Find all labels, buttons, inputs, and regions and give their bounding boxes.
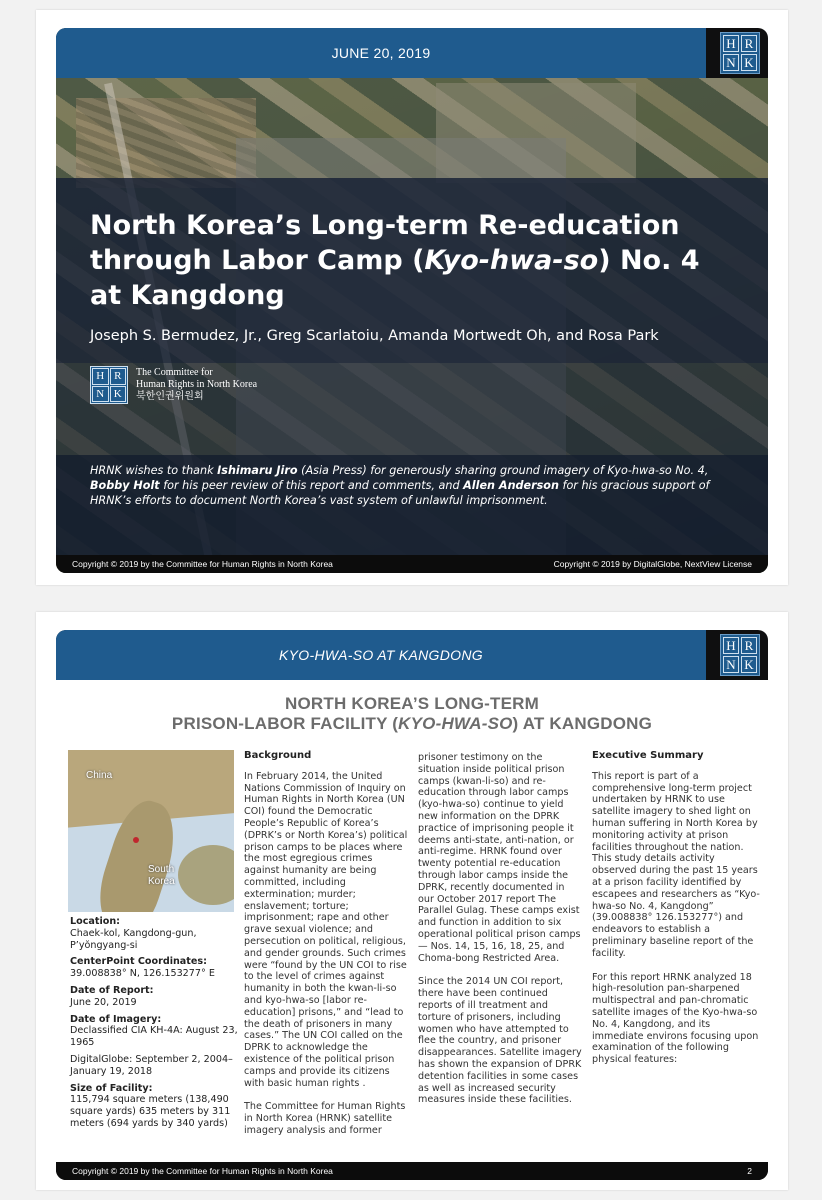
meta-value: Chaek-kol, Kangdong-gun, P’yŏngyang-si	[70, 927, 197, 951]
title-line: ) AT KANGDONG	[512, 714, 653, 733]
title-line: ) No. 4	[598, 245, 700, 276]
thanks-text: (Asia Press) for generously sharing ground imagery of Kyo-hwa-so No. 4,	[297, 464, 709, 477]
page-1	[36, 10, 788, 585]
org-line-korean: 북한인권위원회	[136, 391, 204, 402]
thanks-name: Allen Anderson	[463, 479, 559, 492]
page-frame	[56, 630, 768, 1180]
meta-label: Location:	[70, 916, 120, 927]
page-2	[36, 612, 788, 1190]
title-panel	[56, 178, 768, 363]
logo-letter: N	[723, 54, 739, 71]
page-title	[56, 694, 768, 734]
title-line: at Kangdong	[90, 280, 285, 311]
title-line: through Labor Camp (	[90, 245, 425, 276]
thanks-name: Bobby Holt	[90, 479, 160, 492]
copyright-left: Copyright © 2019 by the Committee for Human Rights in North Korea	[72, 1166, 333, 1176]
acknowledgements	[56, 455, 768, 555]
thanks-text: for his peer review of this report and comments, and	[159, 479, 464, 492]
page-header	[56, 630, 768, 680]
authors: Joseph S. Bermudez, Jr., Greg Scarlatoiu, Amanda Mortwedt Oh, and Rosa Park	[90, 328, 659, 344]
location-marker-icon	[133, 837, 139, 843]
title-line: NORTH KOREA’S LONG-TERM	[285, 694, 539, 713]
meta-label: Date of Report:	[70, 984, 154, 996]
org-block	[90, 366, 257, 404]
title-line: North Korea’s Long-term Re-education	[90, 210, 680, 241]
cover-footer	[56, 555, 768, 573]
logo-letter: N	[92, 386, 109, 403]
hrnk-logo	[720, 634, 760, 676]
background-heading: Background	[244, 750, 312, 761]
cover-header	[56, 28, 768, 78]
logo-letter: H	[92, 368, 109, 385]
meta-value: June 20, 2019	[70, 996, 137, 1008]
cover-frame	[56, 28, 768, 573]
logo-letter: R	[110, 368, 127, 385]
page-number: 2	[747, 1166, 752, 1176]
location-map	[68, 750, 234, 912]
background-paragraph: In February 2014, the United Nations Commission of Inquiry on Human Rights in North Korea (UN COI) found the Democratic People’s Republic of Korea’s (DPRK’s or North Korea’s) political prison camps to be places where the most egregious crimes against humanity are being committed, including extermination; murder; enslavement; torture; imprisonment; rape and other grave sexual violence; and persecution on political, religious, and gender grounds. Such crimes were “found by the UN COI to rise to the level of crimes against humanity in both the kwan-li-so and kyo-hwa-so [labor re-education] prisons,” and “lead to the death of prisoners in many cases.” The UN COI called on the DPRK to acknowledge the existence of the political prison camps and provide its citizens with basic human rights .	[244, 770, 408, 1089]
meta-value: 39.008838° N, 126.153277° E	[70, 968, 215, 980]
logo-letter: H	[723, 637, 739, 654]
thanks-text: HRNK wishes to thank	[90, 464, 218, 477]
logo-letter: R	[741, 35, 757, 52]
executive-summary-column	[592, 750, 762, 1078]
logo-letter: N	[723, 656, 739, 673]
report-date: JUNE 20, 2019	[56, 28, 706, 78]
executive-summary-heading: Executive Summary	[592, 750, 704, 761]
executive-paragraph: This report is part of a comprehensive long-term project undertaken by HRNK to use satellite imagery to shed light on human suffering in North Korea by monitoring activity at prison facilities throughout the nation. This study details activity observed during the past 15 years at a prison facility identified by escapees and researchers as “Kyo-hwa-so No. 4, Kangdong” (39.008838° 126.153277°) and endeavors to establish a preliminary baseline report of the facility.	[592, 770, 760, 959]
copyright-left: Copyright © 2019 by the Committee for Human Rights in North Korea	[72, 559, 333, 569]
map-label-south-korea: Korea	[148, 876, 175, 887]
thanks-name: Ishimaru Jiro	[217, 464, 298, 477]
title-italic: Kyo-hwa-so	[424, 245, 599, 276]
page-body	[56, 680, 768, 1162]
hrnk-small-logo	[90, 366, 128, 404]
logo-letter: R	[741, 637, 757, 654]
logo-letter: K	[110, 386, 127, 403]
org-line: The Committee for	[136, 367, 213, 378]
meta-value: Declassified CIA KH-4A: August 23, 1965	[70, 1025, 238, 1049]
map-label-south-korea: South	[148, 864, 175, 875]
background-paragraph: The Committee for Human Rights in North Korea (HRNK) satellite imagery analysis and former	[244, 1101, 406, 1136]
org-name	[136, 367, 257, 403]
background-column	[244, 750, 408, 1149]
meta-label: CenterPoint Coordinates:	[70, 956, 207, 968]
thanks-text: for his gracious support of HRNK’s efforts to document North Korea’s vast system of unlawful imprisonment.	[90, 479, 710, 507]
map-label-china: China	[86, 770, 113, 781]
middle-column	[418, 752, 582, 1118]
meta-value: 115,794 square meters (138,490 square yards) 635 meters by 311 meters (694 yards by 340 yards)	[70, 1094, 231, 1129]
meta-label: Date of Imagery:	[70, 1013, 162, 1025]
meta-label: Size of Facility:	[70, 1082, 153, 1094]
logo-letter: K	[741, 656, 757, 673]
title-line: PRISON-LABOR FACILITY (	[171, 714, 399, 733]
executive-paragraph: For this report HRNK analyzed 18 high-resolution pan-sharpened multispectral and pan-chromatic satellite images of the Kyo-hwa-so No. 4, Kangdong, and its immediate environs focusing upon examination of the following physical features:	[592, 971, 759, 1066]
logo-letter: H	[723, 35, 739, 52]
facility-metadata	[70, 916, 238, 1135]
org-line: Human Rights in North Korea	[136, 379, 258, 390]
middle-paragraph: prisoner testimony on the situation inside political prison camps (kwan-li-so) and re-education through labor camps (kyo-hwa-so) continue to yield new information on the DPRK practice of imprisoning people it deems anti-state, anti-nation, or anti-regime. HRNK found over twenty potential re-education through labor camps inside the DPRK, recently documented in our October 2017 report The Parallel Gulag. These camps exist and function in addition to six operational political prison camps— Nos. 14, 15, 16, 18, 25, and Choma-bong Restricted Area.	[418, 752, 581, 964]
middle-paragraph: Since the 2014 UN COI report, there have been continued reports of ill treatment and torture of prisoners, including women who have attempted to flee the country, and prisoner disappearances. Satellite imagery has shown the expansion of DPRK detention facilities in some cases as well as increased security measures inside these facilities.	[418, 976, 582, 1106]
copyright-right: Copyright © 2019 by DigitalGlobe, NextView License	[553, 559, 752, 569]
logo-letter: K	[741, 54, 757, 71]
hrnk-logo	[720, 32, 760, 74]
title-italic: KYO-HWA-SO	[398, 714, 513, 733]
page-footer	[56, 1162, 768, 1180]
meta-value: DigitalGlobe: September 2, 2004–January 19, 2018	[70, 1053, 233, 1077]
section-header: KYO-HWA-SO AT KANGDONG	[56, 630, 706, 680]
report-title	[90, 208, 748, 313]
